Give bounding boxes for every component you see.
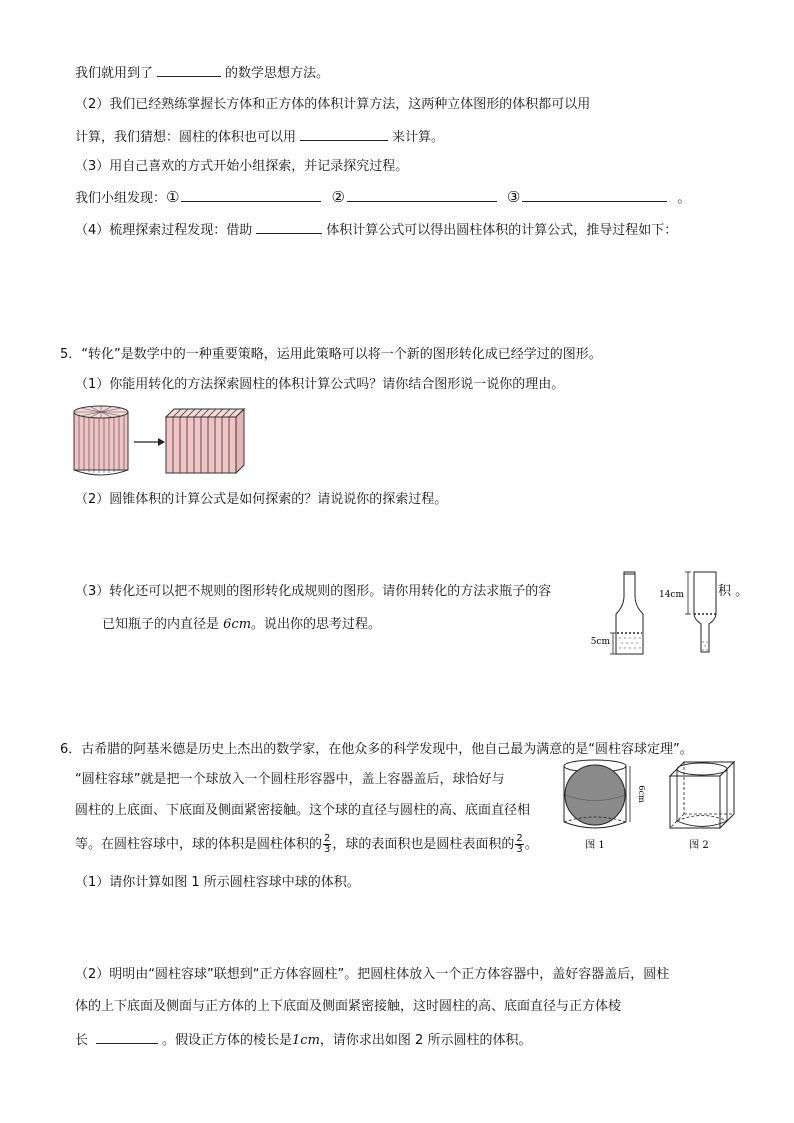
q5-part1: （1）你能用转化的方法探索圆柱的体积计算公式吗？请你结合图形说一说你的理由。 [75,377,565,392]
q6-line4-text-b: ，球的表面积也是圆柱表面积的 [332,837,515,852]
q5-part2: （2）圆锥体积的计算公式是如何探索的？请说说你的探索过程。 [75,492,448,507]
inverted-bottle [659,572,716,652]
q5-part3-line2 [102,616,381,634]
q6-line4-text-a: 等。在圆柱容球中，球的体积是圆柱体积的 [75,837,323,852]
figure1-sphere-in-cylinder [564,760,646,851]
upright-bottle [591,572,643,654]
answer-blank[interactable] [181,188,321,202]
q6-part2-line2: 体的上下底面及侧面与正方体的上下底面及侧面紧密接触，这时圆柱的高、底面直径与正方体棱 [75,999,622,1014]
answer-blank[interactable] [347,188,497,202]
q6-line2: “圆柱容球”就是把一个球放入一个圆柱形容器中，盖上容器盖后，球恰好与 [75,772,505,787]
cylinder-transform-figure [70,404,250,478]
answer-blank[interactable] [96,1030,158,1044]
fraction-two-thirds: $\frac{2}{3}$ [324,833,331,855]
q4-line1-text-a: 我们就用到了 [75,66,154,81]
answer-blank[interactable] [157,63,221,77]
striped-cylinder [74,406,128,475]
q6-part2-text-a: 长 [75,1033,89,1048]
q4-line3-text-b: 来计算。 [392,130,445,145]
q6-part2-line1: （2）明明由“圆柱容球”联想到“正方体容圆柱”。把圆柱体放入一个正方体容器中，盖好容器盖后，圆柱 [75,967,670,982]
q5-part3-text-c: 已知瓶子的内直径是 [102,617,220,632]
q6-part1: （1）请你计算如图 1 所示圆柱容球中球的体积。 [75,875,360,890]
q4-line6 [75,220,677,240]
q4-line1 [75,63,329,83]
answer-blank[interactable] [300,127,388,141]
fraction-two-thirds: $\frac{2}{3}$ [516,833,523,855]
q6-part2-text-d: ，请你求出如图 2 所示圆柱的体积。 [319,1033,532,1048]
q4-line6-text-a: （4）梳理探索过程发现：借助 [75,223,253,238]
q4-line6-text-b: 体积计算公式可以得出圆柱体积的计算公式，推导过程如下： [326,223,678,238]
bottle-figure [588,566,728,662]
q6-part2-line3 [75,1030,531,1050]
label-14cm: 14cm [658,590,684,600]
arrow-icon [134,438,165,446]
q4-line1-text-b: 的数学思想方法。 [225,66,330,81]
q5-part3-text-e: 。说出你的思考过程。 [251,617,382,632]
figure2-caption: 图 2 [689,840,709,851]
figure1-caption: 图 1 [585,840,605,851]
sphere-cylinder-figures [558,756,740,852]
q6-line3: 圆柱的上底面、下底面及侧面紧密接触。这个球的直径与圆柱的高、底面直径相 [75,803,531,818]
q4-line2: （2）我们已经熟练掌握长方体和正方体的体积计算方法，这两种立体图形的体积都可以用 [75,97,591,112]
q4-line4: （3）用自己喜欢的方式开始小组探索，并记录探究过程。 [75,159,409,174]
label-6cm: 6cm [637,785,646,803]
q6-part2-text-b: 。假设正方体的棱长是 [162,1033,293,1048]
q5-part3-line1: （3）转化还可以把不规则的图形转化成规则的图形。请你用转化的方法求瓶子的容 [75,584,552,599]
q6-line4 [75,834,538,855]
label-5cm: 5cm [590,637,610,647]
figure2-cylinder-in-cube [670,762,734,851]
q5-diameter-value: 6cm [223,617,252,632]
q4-line3-text-a: 计算，我们猜想：圆柱的体积也可以用 [75,130,297,145]
q4-line5 [75,188,690,208]
answer-blank[interactable] [522,188,667,202]
circled-one: ① [166,188,180,206]
q4-line5-end: 。 [677,191,691,206]
q6-intro: 6．古希腊的阿基米德是历史上杰出的数学家，在他众多的科学发现中，他自己最为满意的是“圆柱容球定理”。 [60,742,693,757]
q5-part3-line1-end: 积 。 [718,584,749,599]
q5-intro: 5．“转化”是数学中的一种重要策略，运用此策略可以将一个新的图形转化成已经学过的图形。 [60,347,602,362]
q6-cube-edge-value: 1cm [292,1033,320,1048]
answer-blank[interactable] [256,220,322,234]
circled-two: ② [331,188,345,206]
q4-line5-text: 我们小组发现： [75,191,167,206]
q6-line4-text-c: 。 [524,837,538,852]
circled-three: ③ [506,188,521,206]
striped-cuboid [166,409,244,473]
q4-line3 [75,127,444,147]
